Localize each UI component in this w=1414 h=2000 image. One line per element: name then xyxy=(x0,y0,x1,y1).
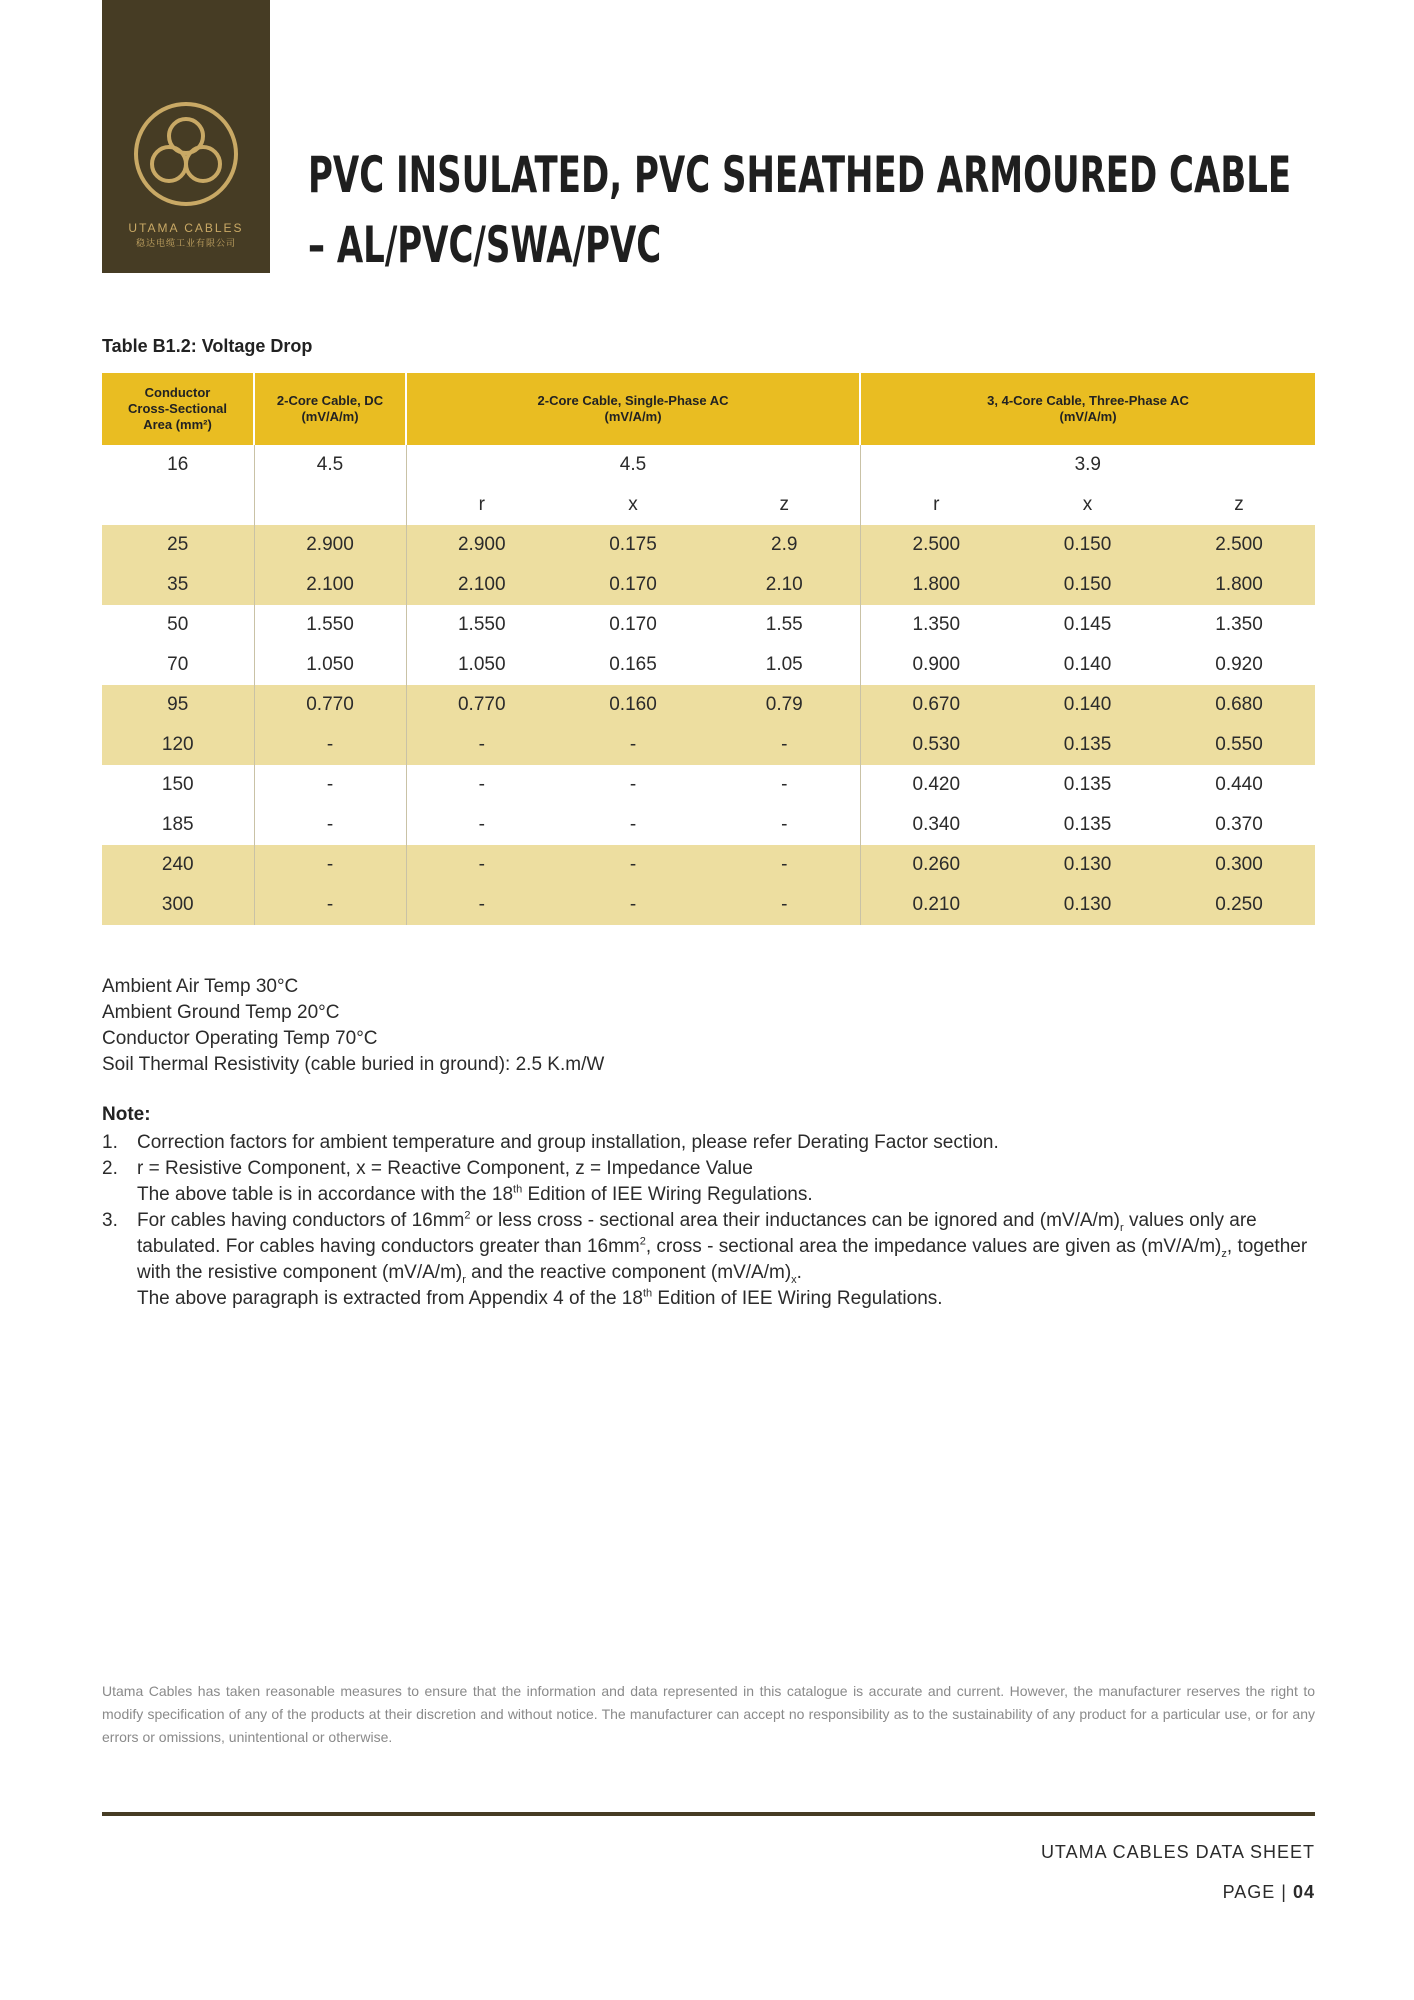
note-3 xyxy=(102,1208,1322,1286)
header-dc xyxy=(254,373,406,445)
brand-logo xyxy=(102,0,270,273)
note-3-cont-text: The above paragraph is extracted from Appendix 4 of the 18 xyxy=(137,1288,643,1309)
subheader-r-three: r xyxy=(933,494,940,515)
table-row xyxy=(102,605,1315,645)
note-3-number: 3. xyxy=(102,1210,118,1231)
table-cell: - xyxy=(557,845,709,885)
table-cell: - xyxy=(478,774,485,795)
note-1-text: Correction factors for ambient temperature and group installation, please refer Derating Factor section. xyxy=(137,1132,999,1153)
table-cell: - xyxy=(406,725,557,765)
table-row xyxy=(102,765,1315,805)
header-area-line-3: Area (mm²) xyxy=(143,417,212,432)
table-cell: - xyxy=(629,774,637,795)
subheader-x-single: x xyxy=(628,494,638,515)
table-cell: 0.170 xyxy=(557,565,709,605)
table-row xyxy=(102,645,1315,685)
table-cell: 0.440 xyxy=(1215,774,1263,795)
disclaimer: Utama Cables has taken reasonable measures to ensure that the information and data represented in this catalogue is accurate and current. However, the manufacturer reserves the right to modify specification of any of the products at their discretion and without notice. The manufacturer can accept no responsibility as to the sustainability of any product for a particular use, or for any errors or omissions, unintentional or otherwise. xyxy=(102,1683,1315,1745)
note-3-text-d: , cross - sectional area the impedance values are given as (mV/A/m) xyxy=(645,1236,1222,1257)
table-cell: 0.770 xyxy=(406,685,557,725)
table-cell: 0.145 xyxy=(1063,614,1112,635)
table-cell: 0.150 xyxy=(1012,565,1163,605)
operating-conditions xyxy=(102,974,604,1078)
header-dc-line-2: (mV/A/m) xyxy=(301,409,359,424)
table-cell: 300 xyxy=(102,885,254,925)
note-2-continuation xyxy=(102,1182,1322,1208)
page-title xyxy=(308,140,1292,280)
table-cell: 0.680 xyxy=(1163,685,1315,725)
table-row xyxy=(102,845,1315,885)
table-cell: - xyxy=(629,814,637,835)
table-cell: 0.130 xyxy=(1012,885,1163,925)
table-cell: 2.9 xyxy=(709,525,860,565)
table-cell: 0.175 xyxy=(557,525,709,565)
table-cell: 0.250 xyxy=(1163,885,1315,925)
notes-list xyxy=(102,1130,1322,1312)
table-row xyxy=(102,805,1315,845)
table-cell: 0.670 xyxy=(860,685,1012,725)
table-cell: 0.140 xyxy=(1012,685,1163,725)
note-3-text-c: values only are tabulated. For cables having conductors greater than 16mm xyxy=(137,1210,1257,1257)
table-cell: - xyxy=(557,885,709,925)
table-cell: 70 xyxy=(102,645,254,685)
table-cell: 2.500 xyxy=(1163,525,1315,565)
table-cell: 0.300 xyxy=(1163,845,1315,885)
table-cell: 0.170 xyxy=(609,614,657,635)
note-3-sup-2: 2 xyxy=(639,1235,646,1248)
table-cell: 1.550 xyxy=(457,614,506,635)
table-row xyxy=(102,525,1315,565)
table-cell: 0.210 xyxy=(860,885,1012,925)
note-3-sub-x: x xyxy=(791,1273,797,1286)
table-cell: - xyxy=(254,885,406,925)
note-2-cont-text-end: Edition of IEE Wiring Regulations. xyxy=(522,1184,813,1205)
table-cell: 1.550 xyxy=(254,605,406,645)
table-cell: 240 xyxy=(102,845,254,885)
note-3-sub-r-2: r xyxy=(462,1273,466,1286)
note-2-cont-sup: th xyxy=(513,1183,523,1196)
table-cell xyxy=(254,485,406,525)
table-cell: 0.340 xyxy=(912,814,961,835)
table-cell: 0.135 xyxy=(1063,814,1112,835)
condition-conductor-temp: Conductor Operating Temp 70°C xyxy=(102,1028,378,1049)
table-cell: 1.05 xyxy=(709,645,860,685)
table-cell: - xyxy=(709,725,860,765)
note-2-number: 2. xyxy=(102,1158,118,1179)
table-cell: - xyxy=(406,885,557,925)
table-cell: 0.920 xyxy=(1215,654,1263,675)
table-cell: 0.140 xyxy=(1063,654,1112,675)
brand-chinese-name: 稳达电缆工业有限公司 xyxy=(135,239,236,249)
note-3-sub-z: z xyxy=(1221,1247,1227,1260)
header-single-phase-line-2: (mV/A/m) xyxy=(604,409,662,424)
voltage-drop-table xyxy=(102,373,1315,925)
table-cell: 2.500 xyxy=(860,525,1012,565)
brand-name: UTAMA CABLES xyxy=(128,221,244,235)
note-3-cont-text-end: Edition of IEE Wiring Regulations. xyxy=(652,1288,943,1309)
table-cell: 0.135 xyxy=(1012,725,1163,765)
note-3-text-b: or less cross - sectional area their inductances can be ignored and (mV/A/m) xyxy=(470,1210,1120,1231)
table-cell: 2.900 xyxy=(406,525,557,565)
note-1 xyxy=(102,1130,1322,1156)
table-cell: 50 xyxy=(102,605,254,645)
table-cell: 4.5 xyxy=(254,445,406,485)
table-cell: - xyxy=(709,765,860,805)
footer-divider xyxy=(102,1812,1315,1816)
table-cell: - xyxy=(557,725,709,765)
header-area xyxy=(102,373,254,445)
page-separator: | xyxy=(1281,1882,1287,1902)
subheader-x-three: x xyxy=(1082,494,1093,515)
table-cell: - xyxy=(254,845,406,885)
table-row xyxy=(102,445,1315,485)
table-cell: 1.050 xyxy=(457,654,506,675)
table-cell: 0.135 xyxy=(1063,774,1112,795)
table-row xyxy=(102,565,1315,605)
table-cell: 1.350 xyxy=(1215,614,1263,635)
table-cell: 2.100 xyxy=(406,565,557,605)
table-cell: 0.130 xyxy=(1012,845,1163,885)
table-subheader-row xyxy=(102,485,1315,525)
cable-logo-icon xyxy=(132,100,240,208)
table-cell: 120 xyxy=(102,725,254,765)
header-three-phase-line-2: (mV/A/m) xyxy=(1059,409,1117,424)
table-cell: 25 xyxy=(102,525,254,565)
condition-air-temp: Ambient Air Temp 30°C xyxy=(102,976,299,997)
table-row xyxy=(102,685,1315,725)
table-cell: 1.800 xyxy=(1163,565,1315,605)
table-cell: 1.350 xyxy=(912,614,961,635)
table-cell: - xyxy=(709,845,860,885)
header-single-phase xyxy=(406,373,860,445)
table-cell: 16 xyxy=(102,445,254,485)
table-cell: 0.900 xyxy=(912,654,961,675)
table-cell: 0.160 xyxy=(557,685,709,725)
note-1-number: 1. xyxy=(102,1132,118,1153)
header-area-line-1: Conductor xyxy=(144,385,211,400)
condition-ground-temp: Ambient Ground Temp 20°C xyxy=(102,1002,340,1023)
table-cell: 185 xyxy=(102,805,254,845)
table-cell: - xyxy=(254,725,406,765)
header-area-line-2: Cross-Sectional xyxy=(128,401,227,416)
table-cell: 150 xyxy=(102,765,254,805)
table-cell: 2.10 xyxy=(709,565,860,605)
table-cell: 35 xyxy=(102,565,254,605)
table-cell: 0.420 xyxy=(912,774,961,795)
table-cell: 1.55 xyxy=(709,605,860,645)
header-three-phase xyxy=(860,373,1315,445)
page-number-value: 04 xyxy=(1292,1882,1315,1902)
subheader-r-single: r xyxy=(478,494,485,515)
table-cell: - xyxy=(709,805,860,845)
condition-soil-resistivity: Soil Thermal Resistivity (cable buried in ground): 2.5 K.m/W xyxy=(102,1054,605,1075)
table-cell: 95 xyxy=(102,685,254,725)
note-3-continuation xyxy=(102,1286,1322,1312)
table-row xyxy=(102,725,1315,765)
note-2 xyxy=(102,1156,1322,1182)
footer-title: UTAMA CABLES DATA SHEET xyxy=(1040,1842,1315,1862)
table-cell: 0.370 xyxy=(1215,814,1263,835)
header-dc-line-1: 2-Core Cable, DC xyxy=(276,393,384,408)
table-cell: 0.260 xyxy=(860,845,1012,885)
table-cell: 0.530 xyxy=(860,725,1012,765)
table-cell: 2.100 xyxy=(254,565,406,605)
header-three-phase-line-1: 3, 4-Core Cable, Three-Phase AC xyxy=(987,393,1189,408)
note-2-text: r = Resistive Component, x = Reactive Component, z = Impedance Value xyxy=(137,1158,753,1179)
note-2-cont-text: The above table is in accordance with the 18 xyxy=(137,1184,514,1205)
table-cell: - xyxy=(254,805,406,845)
header-single-phase-line-1: 2-Core Cable, Single-Phase AC xyxy=(537,393,729,408)
table-cell: 0.150 xyxy=(1012,525,1163,565)
table-caption: Table B1.2: Voltage Drop xyxy=(102,336,313,356)
table-header-row xyxy=(102,373,1315,445)
note-3-text-g: . xyxy=(796,1262,802,1283)
note-3-sub-r: r xyxy=(1120,1221,1124,1234)
page-number xyxy=(1223,1882,1315,1903)
table-cell: 1.050 xyxy=(254,645,406,685)
note-3-text-f: and the reactive component (mV/A/m) xyxy=(465,1262,792,1283)
note-3-text-a: For cables having conductors of 16mm xyxy=(137,1210,465,1231)
table-cell: - xyxy=(254,765,406,805)
table-cell: 0.550 xyxy=(1163,725,1315,765)
table-cell: 3.9 xyxy=(1074,454,1101,475)
table-cell: 2.900 xyxy=(254,525,406,565)
table-cell: 0.79 xyxy=(709,685,860,725)
subheader-z-single: z xyxy=(709,485,860,525)
table-cell: 0.770 xyxy=(254,685,406,725)
table-cell: - xyxy=(709,885,860,925)
page-label: PAGE xyxy=(1222,1882,1276,1902)
note-3-text-e: , together with the resistive component (mV/A/m) xyxy=(137,1236,1308,1283)
table-cell: - xyxy=(406,845,557,885)
table-cell: 1.800 xyxy=(860,565,1012,605)
table-cell: - xyxy=(478,814,485,835)
table-row xyxy=(102,885,1315,925)
table-cell xyxy=(102,485,254,525)
note-3-cont-sup: th xyxy=(642,1287,653,1300)
notes-title: Note: xyxy=(102,1104,151,1125)
table-cell: 4.5 xyxy=(406,445,860,485)
subheader-z-three: z xyxy=(1234,494,1244,515)
page-title-line-1: PVC INSULATED, PVC SHEATHED ARMOURED CABLE xyxy=(308,146,1292,204)
table-cell: 0.165 xyxy=(609,654,657,675)
note-3-sup-1: 2 xyxy=(464,1209,471,1222)
page-title-line-2: – AL/PVC/SWA/PVC xyxy=(308,216,662,274)
